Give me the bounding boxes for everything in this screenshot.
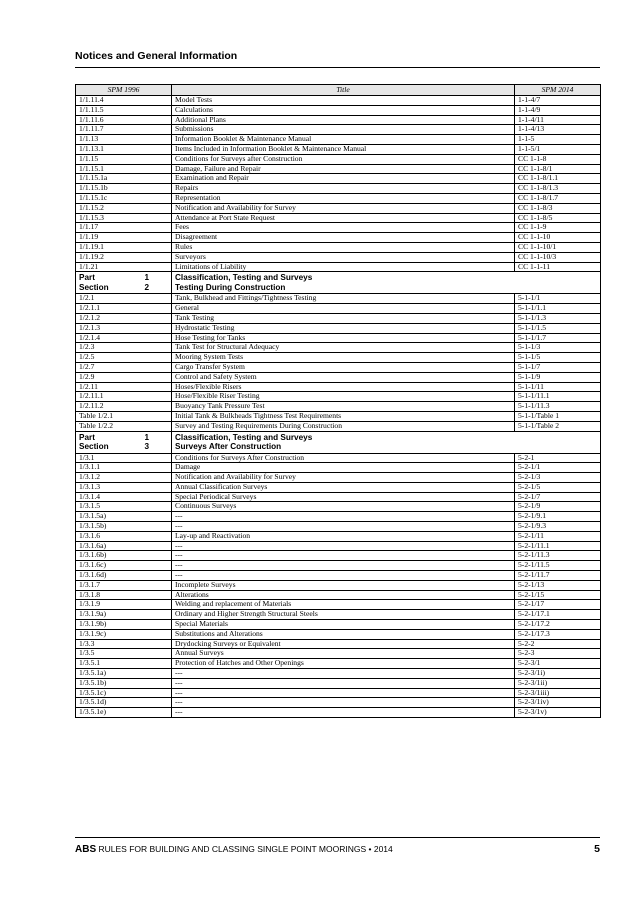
table-row [76,343,601,353]
cell-title: Examination and Repair [172,174,515,184]
cell-spm-1996: Table 1/2.1 [76,411,172,421]
cell-title: Continuous Surveys [172,502,515,512]
cell-spm-2014: 1-1-4/9 [515,105,601,115]
cell-spm-2014: CC 1-1-8/1.1 [515,174,601,184]
table-row [76,512,601,522]
table-row [76,304,601,314]
cell-title: Representation [172,193,515,203]
table-row [76,463,601,473]
cell-title: Tank Testing [172,313,515,323]
page-header-title: Notices and General Information [75,50,238,62]
table-row [76,649,601,659]
cell-spm-1996: 1/2.1.2 [76,313,172,323]
cell-spm-1996: 1/3.5.1e) [76,708,172,718]
table-row [76,125,601,135]
cell-spm-1996: 1/3.1.6a) [76,541,172,551]
cell-spm-2014: 5-1-1/11.1 [515,392,601,402]
cell-spm-2014: 1-1-5/1 [515,144,601,154]
cross-reference-table [75,84,601,718]
cell-spm-1996: 1/1.11.5 [76,105,172,115]
cell-spm-1996: 1/3.1.5b) [76,522,172,532]
cell-spm-1996: 1/2.11.2 [76,402,172,412]
cell-spm-1996: 1/2.3 [76,343,172,353]
cell-title: Buoyancy Tank Pressure Test [172,402,515,412]
cell-spm-2014: 5-2-1/9.3 [515,522,601,532]
cell-spm-1996: 1/3.5.1c) [76,688,172,698]
cell-spm-1996: 1/1.19.1 [76,242,172,252]
cell-spm-2014: 5-2-1/9.1 [515,512,601,522]
part-number: 1 [144,432,149,442]
table-row [76,669,601,679]
table-row [76,105,601,115]
cell-title: General [172,304,515,314]
cell-spm-1996: 1/3.1.9a) [76,610,172,620]
cell-title: --- [172,512,515,522]
section-number: 2 [144,282,149,292]
cell-title: Repairs [172,184,515,194]
cell-title: --- [172,571,515,581]
cell-spm-2014: 5-1-1/7 [515,362,601,372]
column-header-title: Title [172,85,515,96]
cell-title: Hose Testing for Tanks [172,333,515,343]
cell-spm-2014: 5-2-1/11.1 [515,541,601,551]
cell-spm-1996: 1/3.1.9 [76,600,172,610]
cell-spm-2014: 5-2-3/1ii) [515,678,601,688]
cell-spm-1996: 1/3.1.9b) [76,620,172,630]
part-title: Classification, Testing and Surveys [175,432,313,442]
cell-spm-1996: 1/3.1.5a) [76,512,172,522]
table-row [76,473,601,483]
cell-title: Hoses/Flexible Risers [172,382,515,392]
cell-spm-2014: 5-2-1/13 [515,580,601,590]
cell-title: Information Booklet & Maintenance Manual [172,135,515,145]
cell-title: Fees [172,223,515,233]
cell-title: Conditions for Surveys after Construction [172,154,515,164]
cell-spm-1996: 1/3.1 [76,453,172,463]
cell-title: Disagreement [172,233,515,243]
cell-title: Limitations of Liability [172,262,515,272]
table-row [76,522,601,532]
cell-title: --- [172,522,515,532]
cell-title: Annual Classification Surveys [172,482,515,492]
cell-title: Hose/Flexible Riser Testing [172,392,515,402]
cell-spm-2014: CC 1-1-10/1 [515,242,601,252]
cell-spm-2014: 5-1-1/11.3 [515,402,601,412]
cell-spm-1996: 1/1.13.1 [76,144,172,154]
cell-spm-1996: 1/2.1.4 [76,333,172,343]
cell-spm-2014: 5-2-1/17 [515,600,601,610]
cell-spm-2014: CC 1-1-9 [515,223,601,233]
section-label: Section [79,442,109,451]
cell-title: Attendance at Port State Request [172,213,515,223]
table-row [76,184,601,194]
page-footer [75,844,393,855]
cell-spm-1996: 1/1.13 [76,135,172,145]
table-row [76,242,601,252]
cell-spm-1996: 1/1.19 [76,233,172,243]
cell-spm-2014: 5-2-1/11.7 [515,571,601,581]
cell-spm-2014: 5-1-1/3 [515,343,601,353]
cell-spm-2014: 5-1-1/11 [515,382,601,392]
cell-spm-1996: 1/3.5.1d) [76,698,172,708]
cell-title: Rules [172,242,515,252]
footer-rule [75,837,600,838]
cell-spm-2014: 5-2-3/1iv) [515,698,601,708]
cell-spm-1996: 1/3.1.6d) [76,571,172,581]
table-row [76,698,601,708]
table-row [76,392,601,402]
cell-spm-1996: 1/3.5.1b) [76,678,172,688]
cell-spm-1996: 1/3.1.3 [76,482,172,492]
cell-spm-2014: CC 1-1-8/3 [515,203,601,213]
cell-spm-2014: 5-2-1/9 [515,502,601,512]
cell-spm-2014: 5-2-1/17.1 [515,610,601,620]
part-section-label [76,431,172,453]
cell-spm-1996: 1/1.15 [76,154,172,164]
cell-spm-1996: 1/3.5.1a) [76,669,172,679]
cell-spm-1996: 1/3.1.6c) [76,561,172,571]
cell-spm-2014: 5-2-1/17.2 [515,620,601,630]
table-row [76,659,601,669]
cell-title: Calculations [172,105,515,115]
cell-spm-1996: 1/1.15.1c [76,193,172,203]
part-section-label [76,272,172,294]
cell-spm-1996: 1/2.1.3 [76,323,172,333]
cell-spm-2014: CC 1-1-8/1.3 [515,184,601,194]
cell-spm-2014: CC 1-1-8 [515,154,601,164]
cell-spm-1996: 1/3.1.6b) [76,551,172,561]
table-row [76,551,601,561]
cell-title: Conditions for Surveys After Construction [172,453,515,463]
cell-spm-1996: 1/3.1.6 [76,531,172,541]
cell-title: Hydrostatic Testing [172,323,515,333]
cell-spm-2014: 5-2-3/1 [515,659,601,669]
cell-title: --- [172,551,515,561]
table-row [76,541,601,551]
cell-spm-1996: 1/3.1.8 [76,590,172,600]
cell-spm-2014: 5-1-1/1.7 [515,333,601,343]
cell-spm-2014: 5-2-3/1i) [515,669,601,679]
cell-title: --- [172,678,515,688]
cell-spm-2014: 5-1-1/1.1 [515,304,601,314]
cell-title: Welding and replacement of Materials [172,600,515,610]
cell-title: Incomplete Surveys [172,580,515,590]
cell-title: Tank, Bulkhead and Fittings/Tightness Testing [172,294,515,304]
table-row [76,333,601,343]
cell-title: Special Materials [172,620,515,630]
cell-spm-2014: CC 1-1-10 [515,233,601,243]
section-title: Testing During Construction [175,282,286,292]
cell-spm-1996: 1/2.11.1 [76,392,172,402]
cell-spm-2014: 5-2-3 [515,649,601,659]
cell-title: Protection of Hatches and Other Openings [172,659,515,669]
cell-spm-2014: 5-2-1/5 [515,482,601,492]
cell-spm-2014: CC 1-1-8/1 [515,164,601,174]
page-number: 5 [594,843,600,855]
cell-spm-2014: 5-2-3/1iii) [515,688,601,698]
cell-spm-2014: 5-1-1/9 [515,372,601,382]
cell-spm-2014: 5-2-2 [515,639,601,649]
cell-spm-1996: 1/3.1.1 [76,463,172,473]
cell-title: Damage, Failure and Repair [172,164,515,174]
table-row [76,154,601,164]
table-row [76,115,601,125]
cell-title: Cargo Transfer System [172,362,515,372]
cell-spm-2014: 5-1-1/Table 1 [515,411,601,421]
cell-spm-1996: 1/1.11.4 [76,96,172,106]
cell-title: Survey and Testing Requirements During Construction [172,421,515,431]
table-row [76,323,601,333]
cell-spm-2014: 5-2-1 [515,453,601,463]
table-row [76,688,601,698]
cell-spm-2014: 5-2-3/1v) [515,708,601,718]
part-label: Part [79,432,95,442]
part-section-title [172,272,601,294]
cell-spm-2014: 5-2-1/3 [515,473,601,483]
cell-title: Mooring System Tests [172,353,515,363]
cell-title: Annual Surveys [172,649,515,659]
table-row [76,174,601,184]
cell-spm-2014: 5-2-1/1 [515,463,601,473]
table-row [76,620,601,630]
table-row [76,600,601,610]
cell-spm-2014: CC 1-1-8/5 [515,213,601,223]
table-row [76,144,601,154]
cell-title: Damage [172,463,515,473]
cell-title: Additional Plans [172,115,515,125]
cell-spm-1996: 1/3.1.2 [76,473,172,483]
cell-title: Lay-up and Reactivation [172,531,515,541]
table-row [76,502,601,512]
cell-spm-1996: 1/3.3 [76,639,172,649]
cell-spm-2014: 5-1-1/Table 2 [515,421,601,431]
table-row [76,610,601,620]
cell-spm-2014: 5-1-1/5 [515,353,601,363]
table-row [76,233,601,243]
table-body [76,96,601,718]
cell-spm-1996: 1/3.1.9c) [76,629,172,639]
cell-title: Initial Tank & Bulkheads Tightness Test Requirements [172,411,515,421]
cell-title: Surveyors [172,252,515,262]
table-row [76,252,601,262]
section-title: Surveys After Construction [175,442,282,451]
table-row [76,453,601,463]
cell-title: Control and Safety System [172,372,515,382]
cell-spm-2014: 1-1-4/7 [515,96,601,106]
cell-title: Alterations [172,590,515,600]
table-row [76,294,601,304]
cell-spm-2014: 5-2-1/11 [515,531,601,541]
cell-spm-1996: 1/2.1 [76,294,172,304]
cell-spm-1996: 1/1.11.7 [76,125,172,135]
cell-spm-2014: 5-1-1/1.5 [515,323,601,333]
table-row [76,353,601,363]
cell-spm-1996: 1/1.17 [76,223,172,233]
cell-spm-1996: 1/1.15.1b [76,184,172,194]
footer-brand: ABS [75,844,97,855]
cell-title: --- [172,561,515,571]
table-row [76,561,601,571]
table-row [76,708,601,718]
table-row [76,164,601,174]
column-header-spm-1996: SPM 1996 [76,85,172,96]
column-header-spm-2014: SPM 2014 [515,85,601,96]
cell-spm-1996: 1/3.1.7 [76,580,172,590]
cell-spm-1996: 1/2.1.1 [76,304,172,314]
cell-spm-1996: 1/1.21 [76,262,172,272]
cell-spm-2014: 5-1-1/1 [515,294,601,304]
cell-title: Tank Test for Structural Adequacy [172,343,515,353]
table-row [76,678,601,688]
cell-spm-1996: 1/1.15.2 [76,203,172,213]
cell-title: Substitutions and Alterations [172,629,515,639]
table-row [76,223,601,233]
table-row [76,482,601,492]
part-section-row [76,431,601,453]
cell-spm-1996: 1/1.15.1 [76,164,172,174]
cell-spm-1996: 1/3.5 [76,649,172,659]
cell-title: Model Tests [172,96,515,106]
cell-spm-2014: 1-1-4/11 [515,115,601,125]
cell-spm-1996: Table 1/2.2 [76,421,172,431]
table-row [76,203,601,213]
table-row [76,639,601,649]
table-header-row [76,85,601,96]
cell-spm-2014: CC 1-1-11 [515,262,601,272]
table-row [76,492,601,502]
table-row [76,313,601,323]
part-number: 1 [144,273,149,283]
cell-spm-1996: 1/3.1.5 [76,502,172,512]
cell-title: Items Included in Information Booklet & Maintenance Manual [172,144,515,154]
cell-spm-1996: 1/2.5 [76,353,172,363]
cell-title: --- [172,541,515,551]
cell-spm-2014: 5-2-1/11.5 [515,561,601,571]
cell-title: Drydocking Surveys or Equivalent [172,639,515,649]
part-section-title [172,431,601,453]
header-rule [75,67,600,68]
table-row [76,96,601,106]
part-section-row [76,272,601,294]
cell-spm-1996: 1/1.15.1a [76,174,172,184]
table-row [76,571,601,581]
table-row [76,531,601,541]
table-row [76,580,601,590]
cell-spm-1996: 1/3.5.1 [76,659,172,669]
cell-title: Notification and Availability for Survey [172,473,515,483]
cell-title: Special Periodical Surveys [172,492,515,502]
footer-text: RULES FOR BUILDING AND CLASSING SINGLE POINT MOORINGS • 2014 [98,844,393,854]
cell-spm-1996: 1/1.15.3 [76,213,172,223]
cell-spm-2014: 1-1-5 [515,135,601,145]
cell-spm-2014: 5-2-1/15 [515,590,601,600]
table-row [76,402,601,412]
table-row [76,193,601,203]
table-row [76,262,601,272]
cell-spm-2014: 5-1-1/1.3 [515,313,601,323]
section-label: Section [79,282,109,292]
cell-title: Submissions [172,125,515,135]
table-row [76,135,601,145]
part-title: Classification, Testing and Surveys [175,273,313,283]
table-row [76,590,601,600]
table-row [76,372,601,382]
cell-title: Notification and Availability for Survey [172,203,515,213]
table-row [76,213,601,223]
section-number: 3 [144,442,149,451]
cell-title: Ordinary and Higher Strength Structural Steels [172,610,515,620]
cell-spm-1996: 1/1.11.6 [76,115,172,125]
cell-spm-2014: 1-1-4/13 [515,125,601,135]
cell-title: --- [172,708,515,718]
table-row [76,362,601,372]
cell-spm-1996: 1/2.9 [76,372,172,382]
cell-spm-1996: 1/3.1.4 [76,492,172,502]
cell-spm-2014: 5-2-1/11.3 [515,551,601,561]
table-row [76,382,601,392]
table-row [76,629,601,639]
cell-title: --- [172,688,515,698]
cell-spm-2014: 5-2-1/17.3 [515,629,601,639]
cell-spm-1996: 1/1.19.2 [76,252,172,262]
cell-title: --- [172,669,515,679]
cell-spm-1996: 1/2.11 [76,382,172,392]
part-label: Part [79,273,95,283]
cell-spm-1996: 1/2.7 [76,362,172,372]
cell-spm-2014: CC 1-1-10/3 [515,252,601,262]
table-row [76,411,601,421]
cell-title: --- [172,698,515,708]
cell-spm-2014: 5-2-1/7 [515,492,601,502]
table-row [76,421,601,431]
cell-spm-2014: CC 1-1-8/1.7 [515,193,601,203]
